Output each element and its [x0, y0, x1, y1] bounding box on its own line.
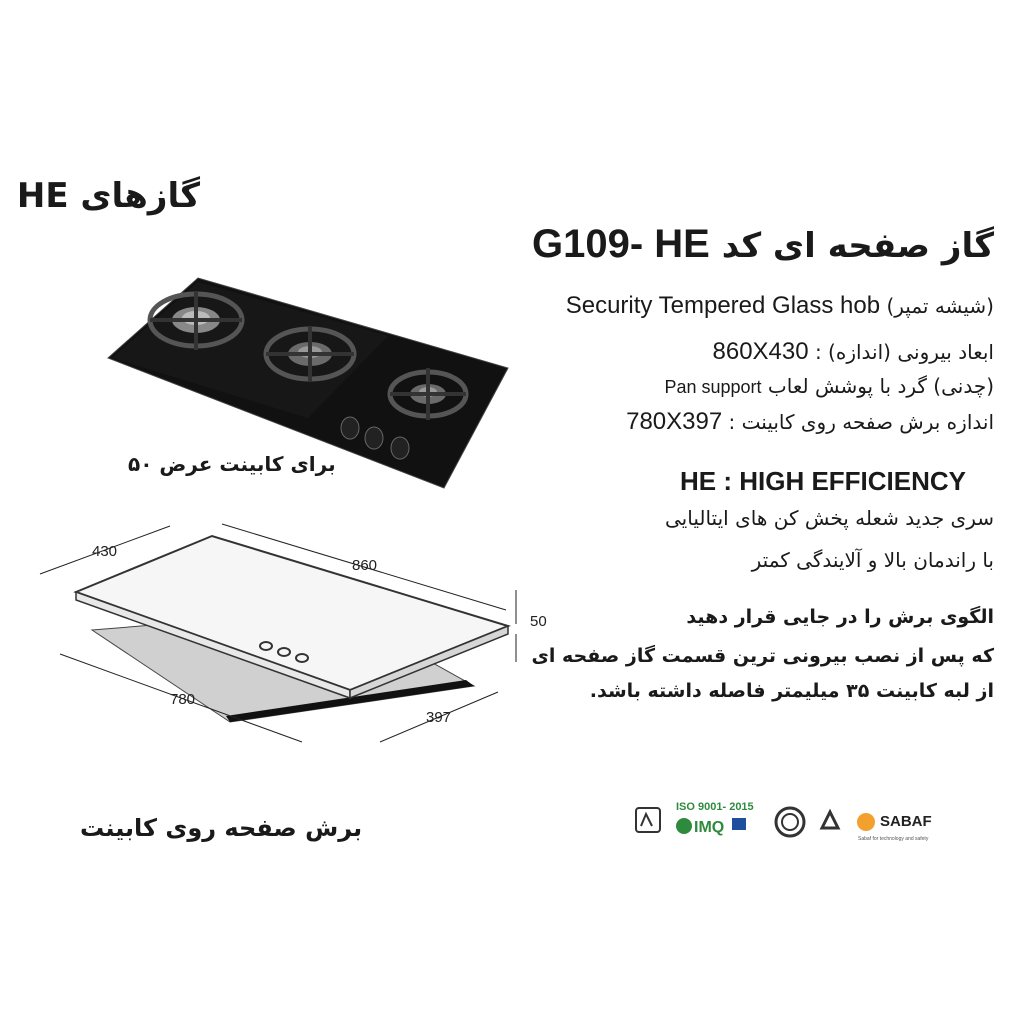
spec-pan-support-fa: (چدنی) گرد با پوشش لعاب [767, 374, 994, 398]
dimension-cut-width: 780 [170, 691, 196, 708]
imq-logo [676, 818, 746, 836]
recycle-icon [822, 812, 838, 828]
iso-label: ISO 9001- 2015 [676, 801, 754, 813]
hob-product-image [88, 270, 518, 500]
spec-dimensions-value: 860X430 [712, 338, 809, 365]
sabaf-label: SABAF [880, 813, 932, 830]
spec-pan-support-en: Pan support [664, 377, 762, 397]
spec-glass-fa: (شیشه تمپر) [886, 294, 994, 318]
dimension-diagram [30, 512, 570, 762]
model-title [512, 222, 994, 267]
burner-left-icon [150, 292, 242, 350]
dimension-depth: 430 [92, 543, 118, 560]
quality-mark-icon [636, 808, 660, 832]
spec-dimensions [713, 338, 995, 366]
he-description-2: با راندمان بالا و آلایندگی کمتر [751, 548, 994, 572]
dimension-cut-depth: 397 [426, 709, 452, 726]
install-note-1: الگوی برش را در جایی قرار دهید [686, 606, 994, 628]
spec-cutout-label: اندازه برش صفحه روی کابینت : [728, 410, 994, 434]
dimension-width: 860 [352, 557, 378, 574]
spec-pan-support [664, 374, 994, 398]
spec-dimensions-label: ابعاد بیرونی (اندازه) : [814, 340, 994, 364]
he-heading: HE : HIGH EFFICIENCY [680, 466, 967, 496]
burner-right-icon [390, 368, 466, 420]
spec-glass-en: Security Tempered Glass hob [565, 292, 881, 319]
sabaf-tagline: Sabaf for technology and safety [858, 836, 929, 842]
spec-cutout-value: 780X397 [626, 408, 723, 435]
sabaf-logo [857, 813, 932, 842]
certification-logos [632, 796, 962, 846]
install-note-3: از لبه کابینت ۳۵ میلیمتر فاصله داشته باشد. [589, 680, 994, 702]
series-title: گازهای HE [16, 176, 200, 216]
cutout-label: برش صفحه روی کابینت [80, 814, 363, 842]
install-note-2: که پس از نصب بیرونی ترین قسمت گاز صفحه ای [531, 645, 994, 667]
dimension-height: 50 [530, 613, 547, 630]
model-prefix: گاز صفحه ای کد [721, 226, 994, 266]
he-description-1: سری جدید شعله پخش کن های ایتالیایی [665, 506, 994, 530]
imq-label: IMQ [694, 819, 725, 836]
cabinet-width-label: برای کابینت عرض ۵۰ [128, 452, 336, 476]
burner-center-icon [266, 326, 354, 382]
model-code: G109- HE [531, 222, 710, 266]
gost-mark-icon [776, 808, 804, 836]
spec-glass [566, 292, 994, 320]
spec-cutout [626, 408, 994, 436]
